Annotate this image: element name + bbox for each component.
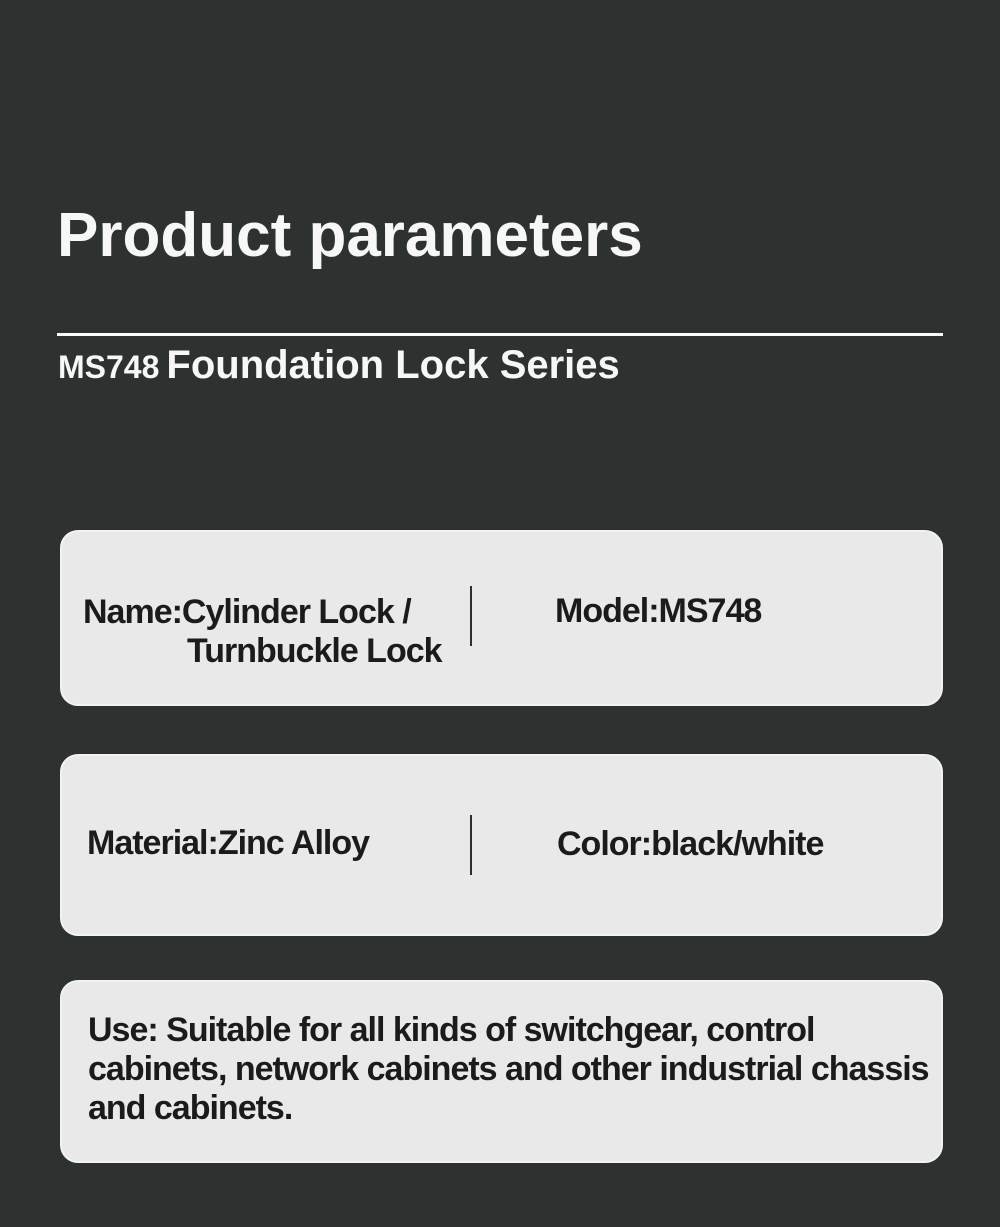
series-name: Foundation Lock Series	[166, 343, 620, 387]
card-vertical-divider	[470, 815, 472, 875]
title-divider-line	[57, 333, 943, 336]
spec-color-value: Color:black/white	[557, 825, 824, 863]
use-line-3: and cabinets.	[88, 1089, 293, 1127]
name-line-2: Turnbuckle Lock	[187, 632, 442, 670]
spec-use-value	[88, 1011, 929, 1128]
page-title: Product parameters	[57, 201, 643, 270]
use-line-1: Use: Suitable for all kinds of switchgear, control	[88, 1011, 815, 1049]
spec-card-usage	[60, 980, 943, 1163]
card-vertical-divider	[470, 586, 472, 646]
spec-model-value: Model:MS748	[555, 592, 762, 630]
spec-material-value: Material:Zinc Alloy	[87, 824, 370, 862]
spec-card-material-color	[60, 754, 943, 936]
name-line-1: Name:Cylinder Lock /	[83, 593, 411, 631]
series-code: MS748	[58, 349, 160, 385]
spec-name-value	[83, 593, 442, 671]
spec-card-name-model	[60, 530, 943, 706]
use-line-2: cabinets, network cabinets and other industrial chassis	[88, 1050, 929, 1088]
series-subtitle	[58, 345, 620, 385]
